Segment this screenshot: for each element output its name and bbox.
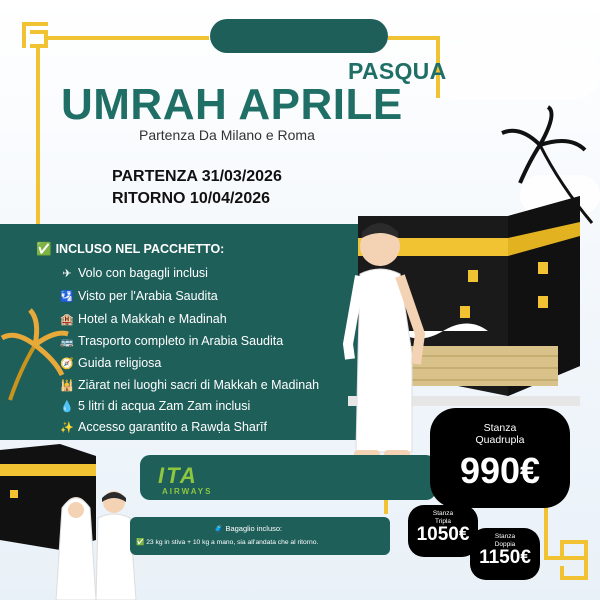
cloud-decoration bbox=[470, 20, 560, 70]
header-pill bbox=[210, 19, 388, 53]
water-drop-icon: 💧 bbox=[60, 401, 74, 413]
included-title: ✅ INCLUSO NEL PACCHETTO: bbox=[36, 242, 225, 256]
list-item: 💧 5 litri di acqua Zam Zam inclusi bbox=[60, 399, 251, 413]
list-item: ✈ Volo con bagagli inclusi bbox=[60, 266, 208, 280]
list-item: 🧭 Guida religiosa bbox=[60, 356, 162, 370]
departure-date: PARTENZA 31/03/2026 bbox=[112, 168, 282, 185]
guide-icon: 🧭 bbox=[60, 358, 74, 370]
list-item: 🚌 Trasporto completo in Arabia Saudita bbox=[60, 334, 284, 348]
return-date: RITORNO 10/04/2026 bbox=[112, 190, 271, 207]
pilgrim-couple-illustration bbox=[52, 488, 138, 600]
bus-icon: 🚌 bbox=[60, 336, 74, 348]
price-value: 1150€ bbox=[479, 547, 531, 568]
pilgrim-illustration bbox=[340, 214, 440, 468]
page-subtitle: Partenza Da Milano e Roma bbox=[139, 127, 315, 143]
page-title: UMRAH APRILE bbox=[61, 80, 403, 129]
list-item: 🏨 Hotel a Makkah e Madinah bbox=[60, 312, 227, 326]
airline-logo-subtext: AIRWAYS bbox=[162, 487, 213, 496]
baggage-detail: ✅ 23 kg in stiva + 10 kg a mano, sia all'andata che al ritorno. bbox=[136, 539, 319, 546]
list-item: 🛂 Visto per l'Arabia Saudita bbox=[60, 289, 218, 303]
check-icon: ✅ bbox=[36, 242, 52, 256]
room-type-label: Stanza Tripla bbox=[432, 510, 454, 525]
season-title: PASQUA bbox=[348, 58, 447, 84]
list-item: 🕌 Ziārat nei luoghi sacri di Makkah e Madinah bbox=[60, 378, 320, 392]
baggage-title: 🧳 Bagaglio incluso: bbox=[214, 524, 283, 533]
airplane-icon: ✈ bbox=[62, 268, 72, 280]
room-type-label: Stanza Quadrupla bbox=[475, 422, 525, 446]
room-type-label: Stanza Doppia bbox=[494, 533, 516, 548]
hotel-icon: 🏨 bbox=[60, 314, 74, 326]
luggage-icon: 🧳 bbox=[214, 524, 226, 533]
passport-icon: 🛂 bbox=[60, 291, 74, 303]
list-item: ✨ Accesso garantito a Rawḍa Sharīf bbox=[60, 420, 267, 434]
prayer-icon: 🕌 bbox=[60, 380, 74, 392]
price-value: 990€ bbox=[459, 450, 541, 491]
palm-tree-icon bbox=[0, 300, 70, 410]
check-icon: ✅ bbox=[136, 539, 147, 546]
price-value: 1050€ bbox=[416, 524, 470, 545]
airline-logo: ITA bbox=[158, 463, 198, 488]
sparkle-icon: ✨ bbox=[60, 422, 74, 434]
baggage-box bbox=[130, 517, 390, 555]
